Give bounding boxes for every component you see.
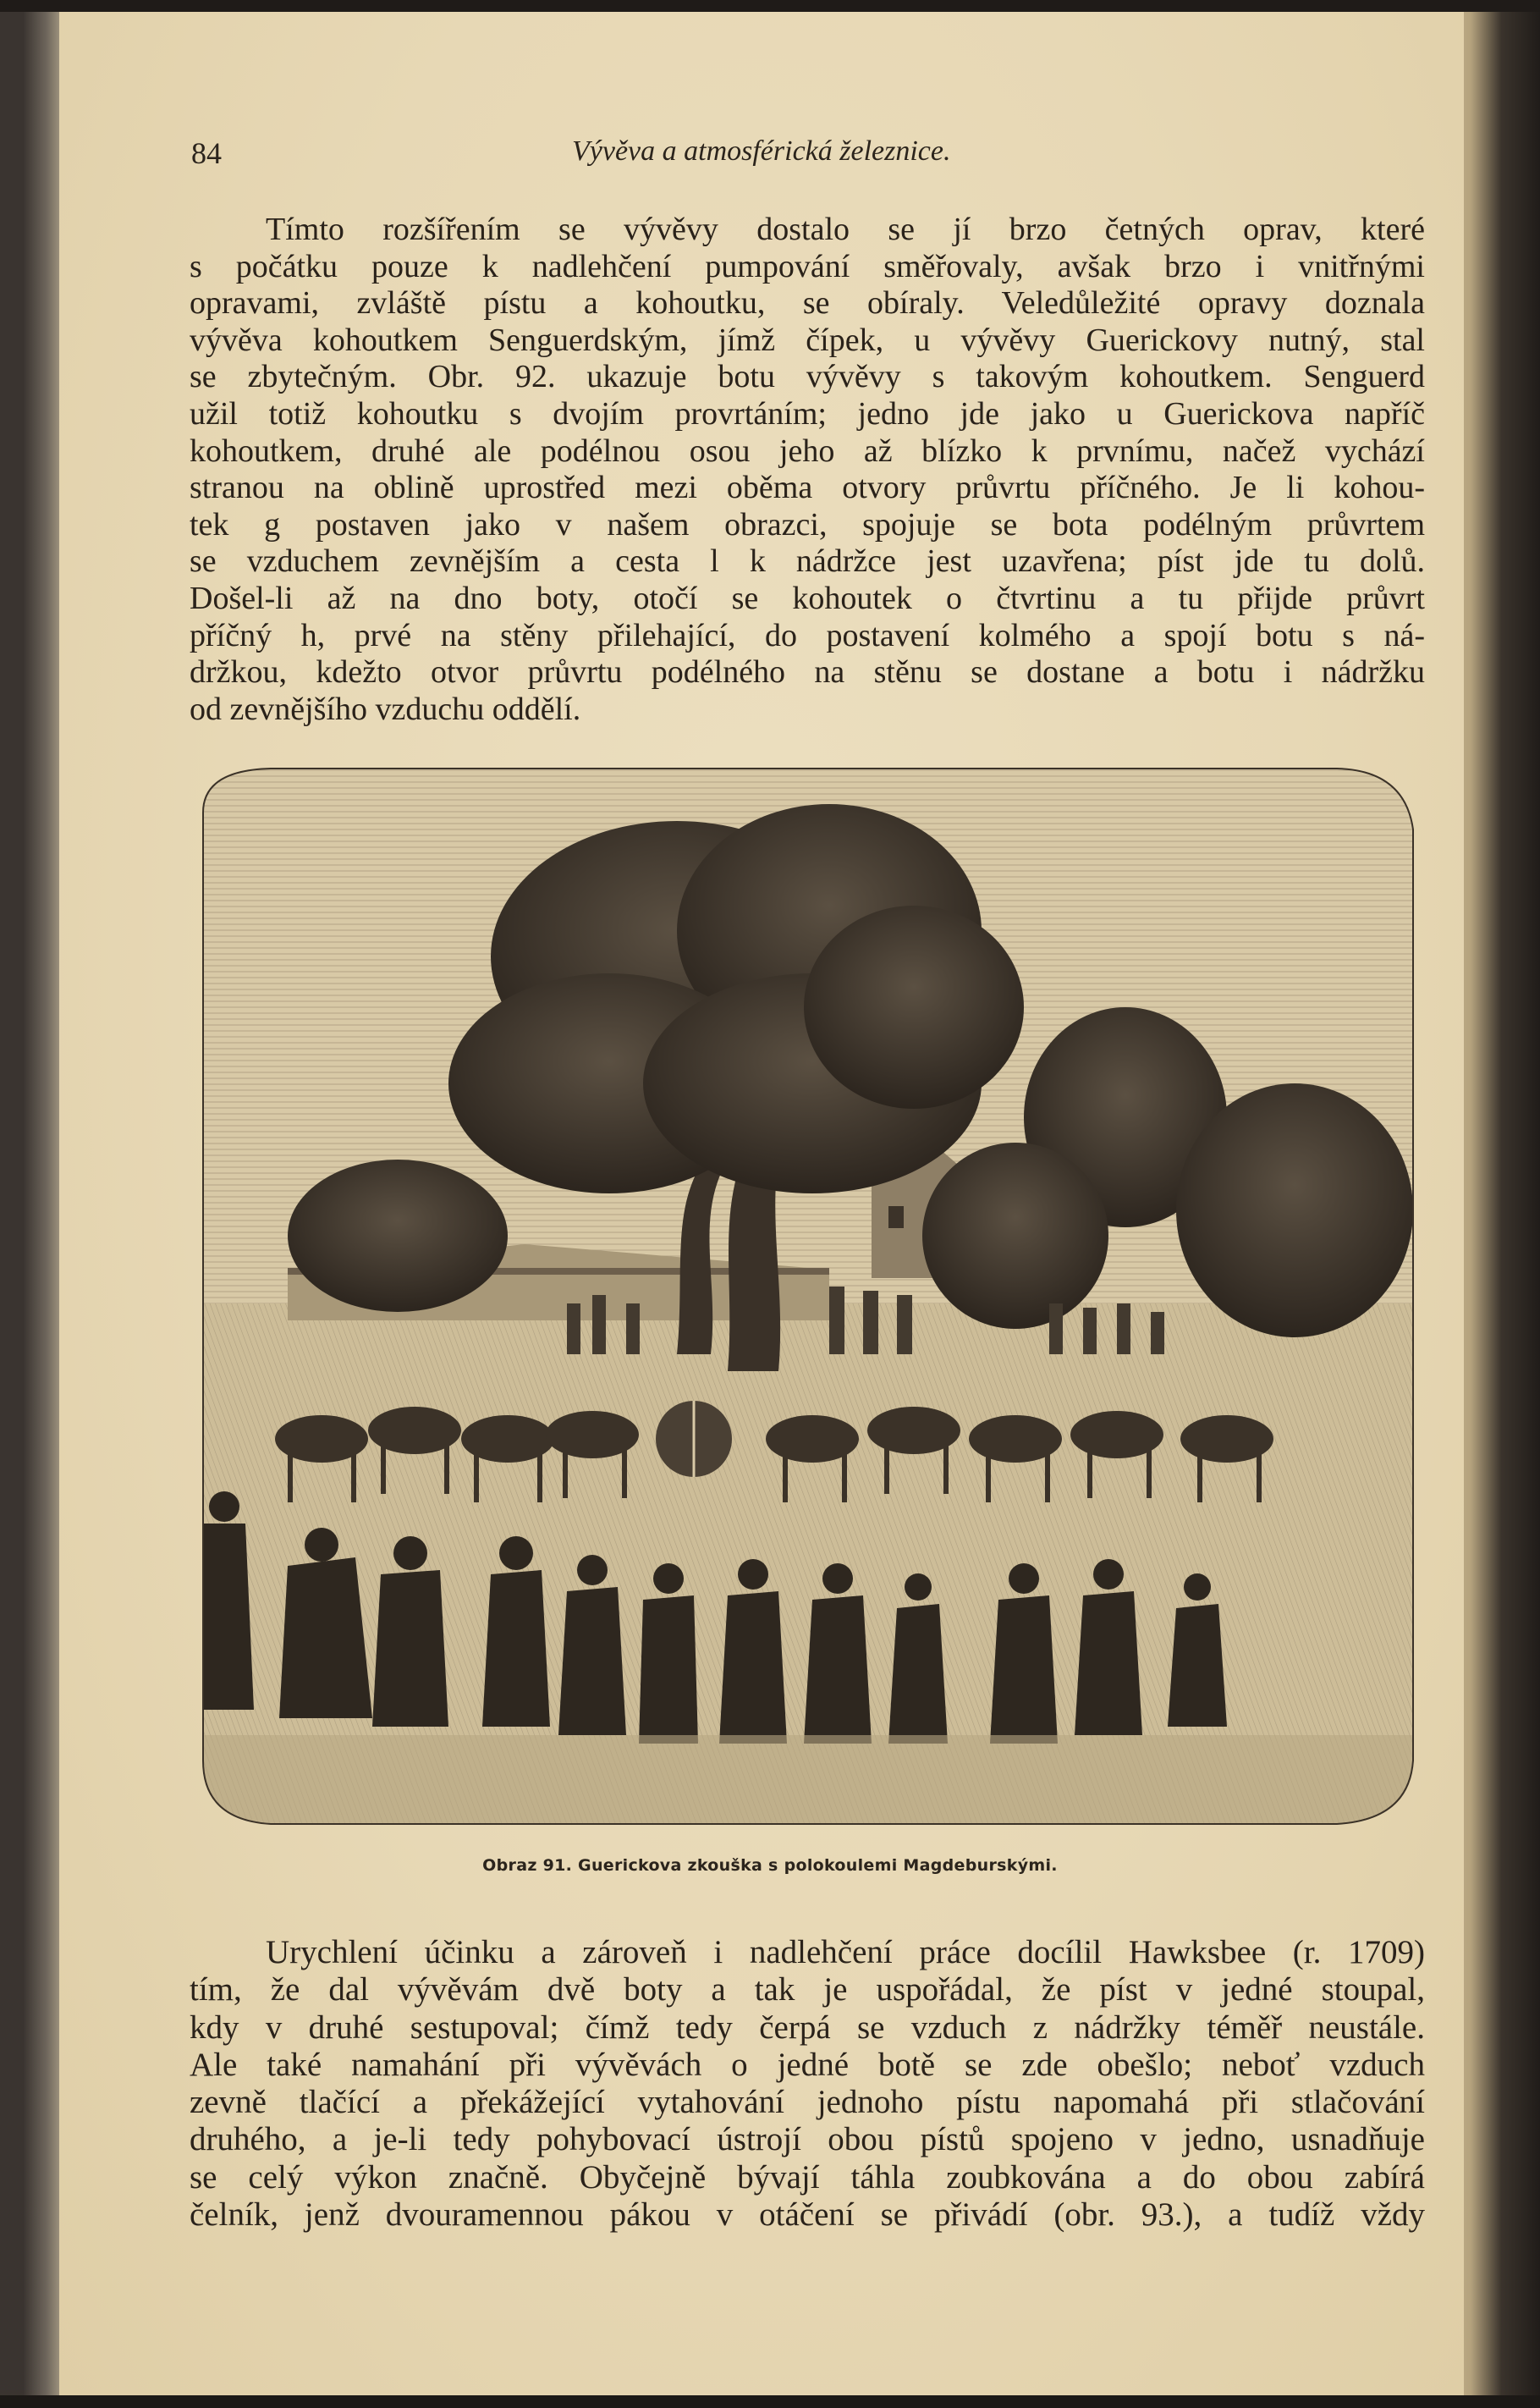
text-line: vývěva kohoutkem Senguerdským, jímž čípek, u vývěvy Guerickovy nutný, stal bbox=[190, 322, 1425, 358]
text-line: čelník, jenž dvouramennou pákou v otáčení se přivádí (obr. 93.), a tudíž vždy bbox=[190, 2196, 1425, 2234]
text-line: zevně tlačící a překážející vytahování jednoho pístu napomahá při stlačování bbox=[190, 2084, 1425, 2121]
text-line: držkou, kdežto otvor průvrtu podélného na stěnu se dostane a botu i nádržku bbox=[190, 654, 1425, 691]
text-line: druhého, a je-li tedy pohybovací ústrojí obou pístů spojeno v jedno, usnadňuje bbox=[190, 2121, 1425, 2158]
text-line: kohoutkem, druhé ale podélnou osou jeho až blízko k prvnímu, načež vychází bbox=[190, 433, 1425, 469]
text-line: Ale také namahání při vývěvách o jedné botě se zde obešlo; neboť vzduch bbox=[190, 2046, 1425, 2083]
text-line: Došel-li až na dno boty, otočí se kohoutek o čtvrtinu a tu přijde průvrt bbox=[190, 580, 1425, 616]
text-line: užil totiž kohoutku s dvojím provrtáním; jedno jde jako u Guerickova napříč bbox=[190, 395, 1425, 432]
text-line: s počátku pouze k nadlehčení pumpování směřovaly, avšak brzo i vnitřnými bbox=[190, 248, 1425, 284]
scan-bottom-edge bbox=[0, 2395, 1540, 2408]
text-line: opravami, zvláště pístu a kohoutku, se obíraly. Veledůležité opravy doznala bbox=[190, 285, 1425, 322]
text-line: tek g postaven jako v našem obrazci, spojuje se bota podélným průvrtem bbox=[190, 506, 1425, 543]
text-line: příčný h, prvé na stěny přilehající, do postavení kolmého a spojí botu s ná- bbox=[190, 617, 1425, 653]
engraving-illustration bbox=[169, 762, 1438, 1837]
page-number: 84 bbox=[191, 136, 222, 170]
text-line: tím, že dal vývěvám dvě boty a tak je uspořádal, že píst v jedné stoupal, bbox=[190, 1971, 1425, 2009]
text-line: kdy v druhé sestupoval; čímž tedy čerpá se vzduch z nádržky téměř neustále. bbox=[190, 2009, 1425, 2046]
text-line: se celý výkon značně. Obyčejně bývají táhla zoubkována a do obou zabírá bbox=[190, 2158, 1425, 2196]
running-title: Vývěva a atmosférická železnice. bbox=[572, 135, 951, 167]
text-line: stranou na oblině uprostřed mezi oběma otvory průvrtu příčného. Je li kohou- bbox=[190, 470, 1425, 506]
text-line: se vzduchem zevnějším a cesta l k nádržce jest uzavřena; píst jde tu dolů. bbox=[190, 543, 1425, 580]
paragraph-2 bbox=[190, 1934, 1425, 2234]
text-line: Urychlení účinku a zároveň i nadlehčení práce docílil Hawksbee (r. 1709) bbox=[266, 1934, 1425, 1970]
text-line: Tímto rozšířením se vývěvy dostalo se jí brzo četných oprav, které bbox=[266, 212, 1425, 247]
paragraph-1 bbox=[190, 212, 1425, 728]
text-line: od zevnějšího vzduchu oddělí. bbox=[190, 691, 581, 727]
figure-caption: Obraz 91. Guerickova zkouška s polokoulemi Magdeburskými. bbox=[482, 1856, 1058, 1875]
text-line: se zbytečným. Obr. 92. ukazuje botu vývěvy s takovým kohoutkem. Senguerd bbox=[190, 359, 1425, 395]
scan-top-edge bbox=[0, 0, 1540, 12]
